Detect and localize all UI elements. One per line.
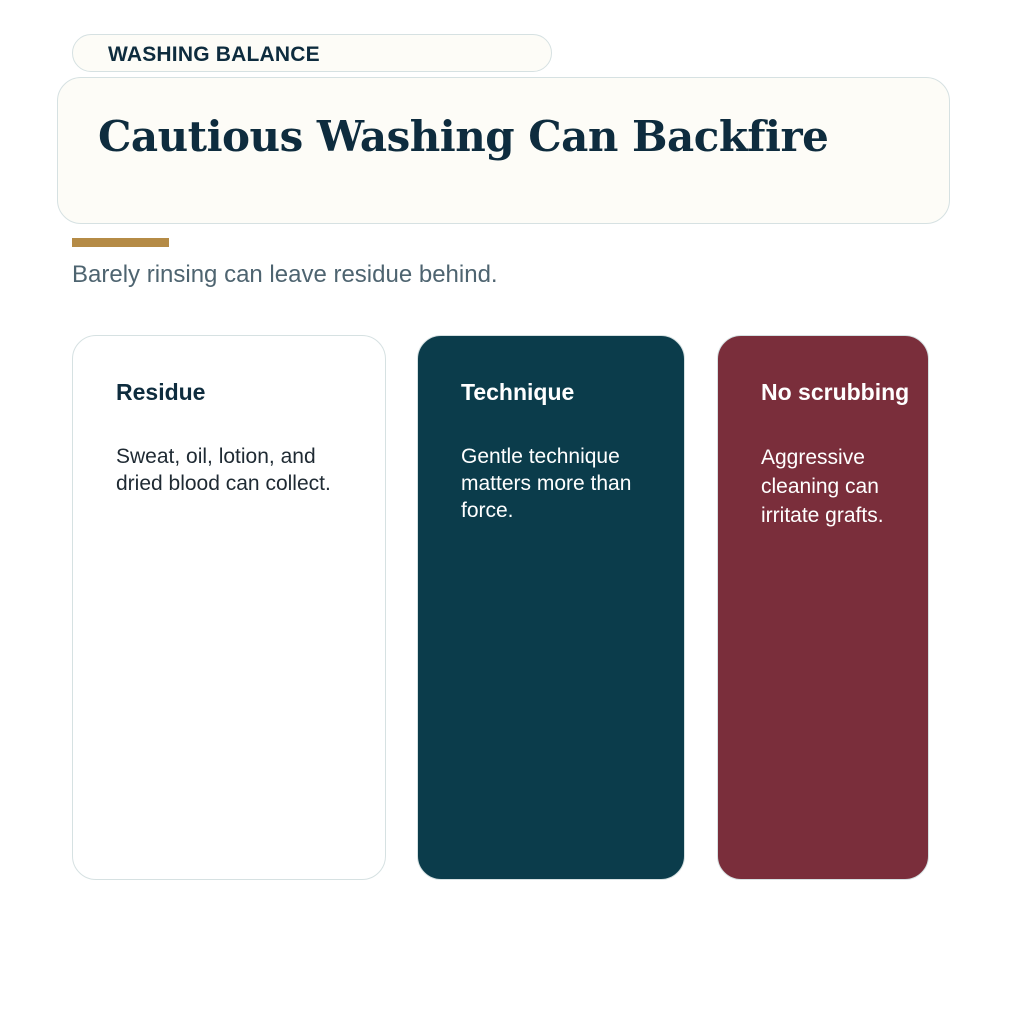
card-text-no-scrubbing: Aggressive cleaning can irritate grafts. [761,446,884,527]
card-text-technique: Gentle technique matters more than force. [461,445,632,522]
eyebrow-pill [72,34,552,72]
card-title-technique: Technique [461,379,575,405]
accent-divider [72,238,169,247]
title-panel [57,77,950,224]
page-subtitle: Barely rinsing can leave residue behind. [72,261,498,288]
card-title-no-scrubbing: No scrubbing [761,379,910,405]
card-no-scrubbing [717,335,929,880]
card-title-residue: Residue [116,379,206,405]
page-title: Cautious Washing Can Backfire [98,112,829,161]
card-residue [72,335,386,880]
eyebrow-label: WASHING BALANCE [108,43,320,66]
card-text-residue: Sweat, oil, lotion, and dried blood can collect. [116,445,331,495]
card-technique [417,335,685,880]
